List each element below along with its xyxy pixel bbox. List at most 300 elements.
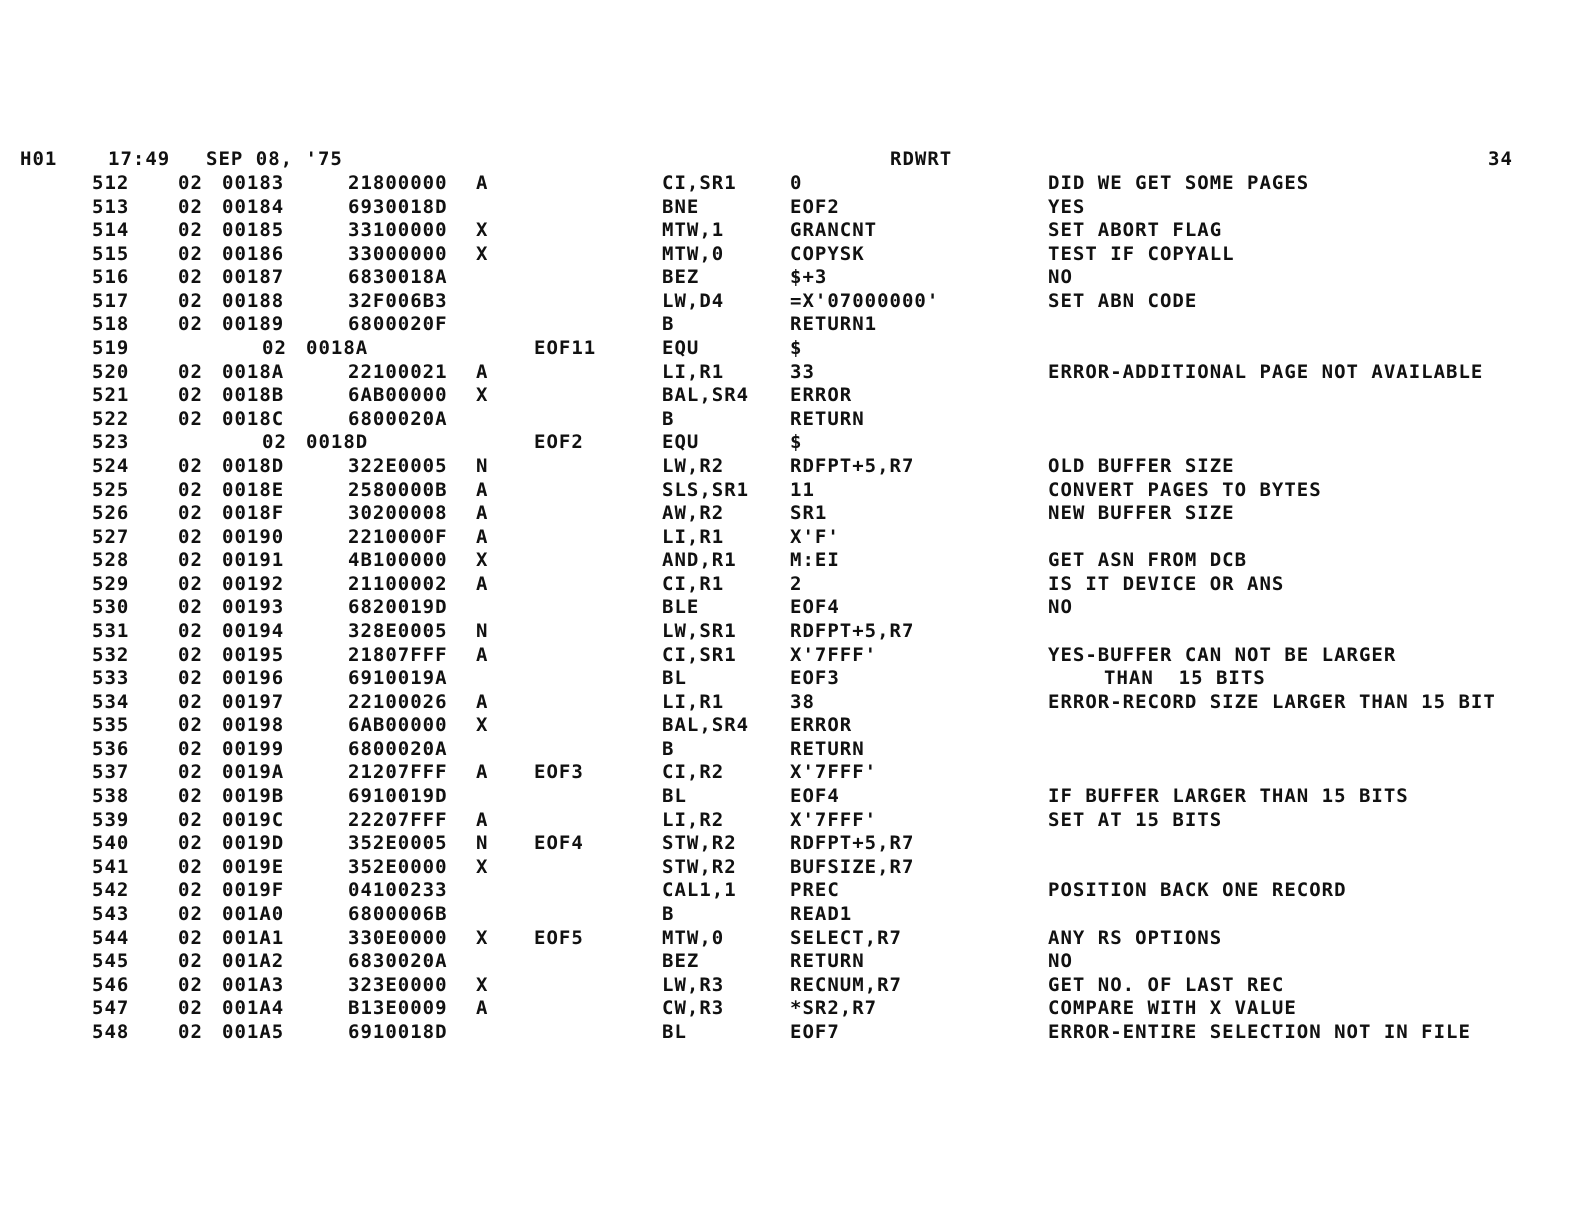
opcode: LW,SR1 [662, 619, 737, 642]
listing-row [0, 455, 1584, 479]
opcode: B [662, 902, 675, 925]
location-address: 00199 [222, 737, 285, 760]
comment: NO [1048, 950, 1073, 973]
listing-row [0, 691, 1584, 715]
listing-body [0, 172, 1584, 1044]
relocation-flag: X [476, 242, 489, 265]
line-number: 547 [92, 997, 130, 1020]
opcode: BAL,SR4 [662, 714, 750, 737]
object-code: 21807FFF [348, 643, 448, 666]
line-number: 545 [92, 950, 130, 973]
comment: NEW BUFFER SIZE [1048, 502, 1235, 525]
line-number: 515 [92, 242, 130, 265]
operand: 38 [790, 690, 815, 713]
comment: SET AT 15 BITS [1048, 808, 1223, 831]
relocation-flag: A [476, 502, 489, 525]
operand: EOF7 [790, 1020, 840, 1043]
listing-row [0, 573, 1584, 597]
listing-row [0, 714, 1584, 738]
operand: PREC [790, 879, 840, 902]
listing-row [0, 620, 1584, 644]
section-code: 02 [178, 502, 203, 525]
operand: RDFPT+5,R7 [790, 832, 915, 855]
line-number: 548 [92, 1020, 130, 1043]
object-code: 6800020A [348, 737, 448, 760]
location-address: 00187 [222, 266, 285, 289]
operand: X'7FFF' [790, 643, 878, 666]
line-number: 516 [92, 266, 130, 289]
source-label: EOF4 [534, 832, 584, 855]
operand: RETURN [790, 407, 865, 430]
section-code: 02 [178, 714, 203, 737]
relocation-flag: X [476, 855, 489, 878]
listing-row [0, 596, 1584, 620]
comment: GET NO. OF LAST REC [1048, 973, 1285, 996]
object-code: 2580000B [348, 478, 448, 501]
object-code: 6830020A [348, 950, 448, 973]
object-code: 6800006B [348, 902, 448, 925]
relocation-flag: A [476, 572, 489, 595]
location-address: 00195 [222, 643, 285, 666]
section-code: 02 [178, 785, 203, 808]
operand: SELECT,R7 [790, 926, 902, 949]
object-code: 6910019D [348, 785, 448, 808]
section-code: 02 [178, 313, 203, 336]
comment: SET ABORT FLAG [1048, 219, 1223, 242]
listing-row [0, 384, 1584, 408]
comment: ERROR-ENTIRE SELECTION NOT IN FILE [1048, 1020, 1471, 1043]
relocation-flag: X [476, 384, 489, 407]
line-number: 513 [92, 195, 130, 218]
relocation-flag: A [476, 360, 489, 383]
opcode: B [662, 407, 675, 430]
opcode: CW,R3 [662, 997, 725, 1020]
location-address: 0018E [222, 478, 285, 501]
section-code: 02 [178, 384, 203, 407]
opcode: MTW,1 [662, 219, 725, 242]
section-code: 02 [178, 1020, 203, 1043]
line-number: 529 [92, 572, 130, 595]
line-number: 534 [92, 690, 130, 713]
listing-row [0, 526, 1584, 550]
section-code: 02 [178, 195, 203, 218]
relocation-flag: N [476, 832, 489, 855]
object-code: B13E0009 [348, 997, 448, 1020]
opcode: BL [662, 667, 687, 690]
listing-row [0, 761, 1584, 785]
section-code: 02 [178, 690, 203, 713]
location-address: 0018A [222, 360, 285, 383]
operand: COPYSK [790, 242, 865, 265]
location-address: 00194 [222, 619, 285, 642]
source-label: EOF3 [534, 761, 584, 784]
listing-row [0, 172, 1584, 196]
relocation-flag: N [476, 619, 489, 642]
section-code: 02 [178, 596, 203, 619]
operand: ERROR [790, 384, 853, 407]
operand: RETURN1 [790, 313, 878, 336]
listing-row [0, 219, 1584, 243]
line-number: 522 [92, 407, 130, 430]
object-code: 4B100000 [348, 549, 448, 572]
relocation-flag: X [476, 219, 489, 242]
object-code: 6820019D [348, 596, 448, 619]
operand: EOF4 [790, 785, 840, 808]
opcode: B [662, 313, 675, 336]
opcode: LI,R1 [662, 525, 725, 548]
location-address: 0018D [222, 454, 285, 477]
location-address: 001A4 [222, 997, 285, 1020]
line-number: 543 [92, 902, 130, 925]
relocation-flag: A [476, 525, 489, 548]
object-code: 323E0000 [348, 973, 448, 996]
listing-row [0, 809, 1584, 833]
object-code: 30200008 [348, 502, 448, 525]
listing-row [0, 644, 1584, 668]
source-label: EOF5 [534, 926, 584, 949]
comment: COMPARE WITH X VALUE [1048, 997, 1297, 1020]
comment: ERROR-ADDITIONAL PAGE NOT AVAILABLE [1048, 360, 1484, 383]
section-code: 02 [178, 172, 203, 194]
listing-row [0, 785, 1584, 809]
section-code: 02 [178, 808, 203, 831]
line-number: 523 [92, 431, 130, 454]
listing-row [0, 431, 1584, 455]
relocation-flag: N [476, 454, 489, 477]
opcode: BNE [662, 195, 700, 218]
object-code: 21207FFF [348, 761, 448, 784]
line-number: 525 [92, 478, 130, 501]
operand: X'7FFF' [790, 808, 878, 831]
location-address: 0018C [222, 407, 285, 430]
listing-row [0, 502, 1584, 526]
relocation-flag: X [476, 973, 489, 996]
location-address: 001A2 [222, 950, 285, 973]
section-code: 02 [178, 902, 203, 925]
line-number: 537 [92, 761, 130, 784]
section-code: 02 [178, 549, 203, 572]
opcode: CI,R1 [662, 572, 725, 595]
operand: GRANCNT [790, 219, 878, 242]
operand: X'7FFF' [790, 761, 878, 784]
operand: EOF2 [790, 195, 840, 218]
object-code: 330E0000 [348, 926, 448, 949]
location-address: 00184 [222, 195, 285, 218]
comment: IF BUFFER LARGER THAN 15 BITS [1048, 785, 1409, 808]
opcode: STW,R2 [662, 855, 737, 878]
object-code: 6800020A [348, 407, 448, 430]
section-code: 02 [178, 266, 203, 289]
location-address: 0018A [306, 337, 369, 360]
location-address: 0018F [222, 502, 285, 525]
section-code: 02 [262, 337, 287, 360]
section-code: 02 [178, 289, 203, 312]
line-number: 519 [92, 337, 130, 360]
location-address: 00196 [222, 667, 285, 690]
line-number: 514 [92, 219, 130, 242]
line-number: 532 [92, 643, 130, 666]
operand: READ1 [790, 902, 853, 925]
opcode: LI,R1 [662, 690, 725, 713]
section-code: 02 [178, 950, 203, 973]
section-code: 02 [178, 619, 203, 642]
object-code: 22100021 [348, 360, 448, 383]
comment: GET ASN FROM DCB [1048, 549, 1248, 572]
relocation-flag: A [476, 172, 489, 194]
section-code: 02 [178, 737, 203, 760]
opcode: BL [662, 785, 687, 808]
section-code: 02 [178, 242, 203, 265]
opcode: STW,R2 [662, 832, 737, 855]
location-address: 0018B [222, 384, 285, 407]
line-number: 526 [92, 502, 130, 525]
opcode: LI,R2 [662, 808, 725, 831]
opcode: SLS,SR1 [662, 478, 750, 501]
line-number: 540 [92, 832, 130, 855]
object-code: 352E0005 [348, 832, 448, 855]
listing-row [0, 196, 1584, 220]
operand: =X'07000000' [790, 289, 940, 312]
operand: 2 [790, 572, 803, 595]
operand: BUFSIZE,R7 [790, 855, 915, 878]
comment: ERROR-RECORD SIZE LARGER THAN 15 BIT [1048, 690, 1496, 713]
source-label: EOF2 [534, 431, 584, 454]
section-code: 02 [178, 478, 203, 501]
location-address: 0019D [222, 832, 285, 855]
opcode: LW,R3 [662, 973, 725, 996]
listing-row [0, 738, 1584, 762]
source-label: EOF11 [534, 337, 597, 360]
operand: X'F' [790, 525, 840, 548]
section-code: 02 [178, 926, 203, 949]
location-address: 00188 [222, 289, 285, 312]
opcode: CAL1,1 [662, 879, 737, 902]
listing-row [0, 243, 1584, 267]
object-code: 21800000 [348, 172, 448, 194]
object-code: 6830018A [348, 266, 448, 289]
relocation-flag: X [476, 926, 489, 949]
section-code: 02 [178, 525, 203, 548]
relocation-flag: A [476, 643, 489, 666]
listing-row [0, 927, 1584, 951]
line-number: 524 [92, 454, 130, 477]
operand: *SR2,R7 [790, 997, 878, 1020]
operand: RETURN [790, 737, 865, 760]
location-address: 00197 [222, 690, 285, 713]
listing-row [0, 997, 1584, 1021]
opcode: B [662, 737, 675, 760]
section-code: 02 [178, 454, 203, 477]
section-code: 02 [262, 431, 287, 454]
comment: SET ABN CODE [1048, 289, 1198, 312]
comment: YES-BUFFER CAN NOT BE LARGER [1048, 643, 1397, 666]
line-number: 533 [92, 667, 130, 690]
object-code: 6910019A [348, 667, 448, 690]
opcode: CI,SR1 [662, 172, 737, 194]
listing-row [0, 974, 1584, 998]
object-code: 352E0000 [348, 855, 448, 878]
print-date: SEP 08, '75 [206, 148, 343, 170]
location-address: 00190 [222, 525, 285, 548]
section-code: 02 [178, 667, 203, 690]
location-address: 00183 [222, 172, 285, 194]
operand: 0 [790, 172, 803, 194]
operand: RDFPT+5,R7 [790, 454, 915, 477]
line-number: 520 [92, 360, 130, 383]
section-code: 02 [178, 973, 203, 996]
line-number: 542 [92, 879, 130, 902]
listing-row [0, 290, 1584, 314]
section-code: 02 [178, 360, 203, 383]
section-code: 02 [178, 855, 203, 878]
location-address: 0019E [222, 855, 285, 878]
opcode: BL [662, 1020, 687, 1043]
relocation-flag: A [476, 478, 489, 501]
listing-row [0, 856, 1584, 880]
section-code: 02 [178, 643, 203, 666]
line-number: 544 [92, 926, 130, 949]
location-address: 001A1 [222, 926, 285, 949]
comment: IS IT DEVICE OR ANS [1048, 572, 1285, 595]
line-number: 541 [92, 855, 130, 878]
location-address: 00192 [222, 572, 285, 595]
location-address: 00198 [222, 714, 285, 737]
object-code: 33100000 [348, 219, 448, 242]
page-id: H01 [20, 148, 58, 170]
comment: OLD BUFFER SIZE [1048, 454, 1235, 477]
operand: 11 [790, 478, 815, 501]
listing-row [0, 879, 1584, 903]
section-code: 02 [178, 219, 203, 242]
line-number: 527 [92, 525, 130, 548]
object-code: 04100233 [348, 879, 448, 902]
comment: THAN 15 BITS [1104, 667, 1266, 690]
line-number: 538 [92, 785, 130, 808]
listing-row [0, 950, 1584, 974]
location-address: 0018D [306, 431, 369, 454]
line-number: 536 [92, 737, 130, 760]
section-code: 02 [178, 879, 203, 902]
operand: $ [790, 337, 803, 360]
operand: RECNUM,R7 [790, 973, 902, 996]
listing-row [0, 832, 1584, 856]
operand: RETURN [790, 950, 865, 973]
line-number: 518 [92, 313, 130, 336]
comment: ANY RS OPTIONS [1048, 926, 1223, 949]
comment: YES [1048, 195, 1086, 218]
operand: RDFPT+5,R7 [790, 619, 915, 642]
object-code: 6910018D [348, 1020, 448, 1043]
section-code: 02 [178, 832, 203, 855]
line-number: 531 [92, 619, 130, 642]
location-address: 0019B [222, 785, 285, 808]
opcode: LW,R2 [662, 454, 725, 477]
operand: $+3 [790, 266, 828, 289]
operand: M:EI [790, 549, 840, 572]
section-code: 02 [178, 761, 203, 784]
opcode: BLE [662, 596, 700, 619]
opcode: EQU [662, 431, 700, 454]
line-number: 539 [92, 808, 130, 831]
print-time: 17:49 [108, 148, 171, 170]
operand: EOF3 [790, 667, 840, 690]
line-number: 517 [92, 289, 130, 312]
opcode: CI,SR1 [662, 643, 737, 666]
object-code: 322E0005 [348, 454, 448, 477]
location-address: 001A0 [222, 902, 285, 925]
location-address: 00185 [222, 219, 285, 242]
relocation-flag: A [476, 690, 489, 713]
section-code: 02 [178, 572, 203, 595]
line-number: 530 [92, 596, 130, 619]
comment: NO [1048, 596, 1073, 619]
relocation-flag: A [476, 808, 489, 831]
opcode: LW,D4 [662, 289, 725, 312]
line-number: 528 [92, 549, 130, 572]
operand: 33 [790, 360, 815, 383]
listing-header [0, 148, 1584, 172]
opcode: BEZ [662, 266, 700, 289]
program-name: RDWRT [890, 148, 953, 170]
relocation-flag: X [476, 714, 489, 737]
relocation-flag: X [476, 549, 489, 572]
comment: TEST IF COPYALL [1048, 242, 1235, 265]
listing-row [0, 337, 1584, 361]
listing-row [0, 667, 1584, 691]
operand: $ [790, 431, 803, 454]
comment: NO [1048, 266, 1073, 289]
object-code: 6AB00000 [348, 714, 448, 737]
listing-row [0, 1021, 1584, 1045]
object-code: 6800020F [348, 313, 448, 336]
listing-row [0, 266, 1584, 290]
listing-row [0, 313, 1584, 337]
opcode: EQU [662, 337, 700, 360]
listing-row [0, 479, 1584, 503]
location-address: 0019F [222, 879, 285, 902]
opcode: CI,R2 [662, 761, 725, 784]
object-code: 32F006B3 [348, 289, 448, 312]
location-address: 00191 [222, 549, 285, 572]
location-address: 001A3 [222, 973, 285, 996]
opcode: LI,R1 [662, 360, 725, 383]
location-address: 001A5 [222, 1020, 285, 1043]
opcode: BEZ [662, 950, 700, 973]
object-code: 22100026 [348, 690, 448, 713]
operand: EOF4 [790, 596, 840, 619]
line-number: 546 [92, 973, 130, 996]
object-code: 6AB00000 [348, 384, 448, 407]
object-code: 2210000F [348, 525, 448, 548]
comment: DID WE GET SOME PAGES [1048, 172, 1310, 194]
relocation-flag: A [476, 997, 489, 1020]
relocation-flag: A [476, 761, 489, 784]
listing-row [0, 408, 1584, 432]
comment: POSITION BACK ONE RECORD [1048, 879, 1347, 902]
line-number: 521 [92, 384, 130, 407]
opcode: AW,R2 [662, 502, 725, 525]
listing-row [0, 903, 1584, 927]
operand: ERROR [790, 714, 853, 737]
section-code: 02 [178, 407, 203, 430]
operand: SR1 [790, 502, 828, 525]
location-address: 00193 [222, 596, 285, 619]
object-code: 6930018D [348, 195, 448, 218]
listing-row [0, 361, 1584, 385]
object-code: 22207FFF [348, 808, 448, 831]
opcode: AND,R1 [662, 549, 737, 572]
listing-row [0, 549, 1584, 573]
